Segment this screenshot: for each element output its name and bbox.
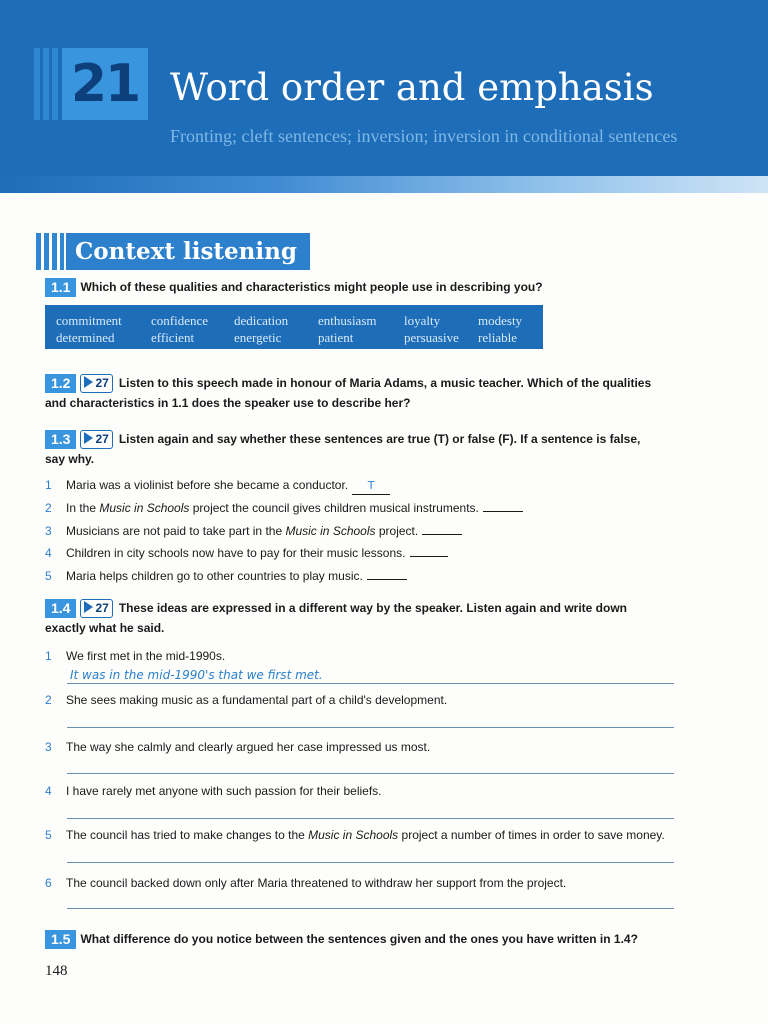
item-text: In the xyxy=(66,501,100,515)
exercise-number-badge: 1.4 xyxy=(45,599,76,618)
exercise-1-5-instruction xyxy=(45,929,685,949)
banner-gradient-stripe xyxy=(0,176,768,193)
exercise-1-4-text-line2: exactly what he said. xyxy=(45,621,165,636)
exercise-1-2-text-line1: Listen to this speech made in honour of Maria Adams, a music teacher. Which of the qualities xyxy=(118,376,652,390)
section-heading: Context listening xyxy=(66,233,310,270)
answer-blank[interactable] xyxy=(483,511,523,512)
list-item xyxy=(45,875,695,891)
play-icon xyxy=(84,432,93,444)
item-text: Maria helps children go to other countries to play music. xyxy=(66,569,363,583)
answer-line[interactable] xyxy=(67,862,674,863)
item-text: The way she calmly and clearly argued her case impressed us most. xyxy=(66,740,431,754)
list-item xyxy=(45,827,695,843)
audio-track-icon[interactable] xyxy=(80,430,112,449)
item-text: Children in city schools now have to pay for their music lessons. xyxy=(66,546,406,560)
word-item: dedication xyxy=(234,313,289,328)
item-text-emphasis: Music in Schools xyxy=(99,501,190,515)
exercise-number-badge: 1.2 xyxy=(45,374,76,393)
item-number: 4 xyxy=(45,546,52,560)
exercise-1-4-text-line1: These ideas are expressed in a different way by the speaker. Listen again and write down xyxy=(118,601,628,615)
unit-subtitle: Fronting; cleft sentences; inversion; inversion in conditional sentences xyxy=(170,126,678,146)
exercise-1-2-instruction xyxy=(45,373,685,413)
answer-line[interactable] xyxy=(67,908,674,909)
item-text: Maria was a violinist before she became a conductor. xyxy=(66,478,349,492)
play-icon xyxy=(84,601,93,613)
item-text: Musicians are not paid to take part in the xyxy=(66,524,286,538)
item-number: 1 xyxy=(45,478,52,492)
item-number: 5 xyxy=(45,828,52,842)
item-number: 2 xyxy=(45,693,52,707)
item-number: 5 xyxy=(45,569,52,583)
item-number: 3 xyxy=(45,524,52,538)
list-item xyxy=(45,692,695,708)
word-item: energetic xyxy=(234,330,282,345)
word-item: efficient xyxy=(151,330,195,345)
item-text: project. xyxy=(375,524,419,538)
list-item xyxy=(45,783,695,799)
list-item xyxy=(45,523,695,539)
exercise-number-badge: 1.3 xyxy=(45,430,76,449)
word-item: enthusiasm xyxy=(318,313,377,328)
answer-line[interactable] xyxy=(67,683,674,684)
unit-number: 21 xyxy=(62,48,148,120)
qualities-word-box xyxy=(45,305,543,349)
list-item xyxy=(45,500,695,516)
word-item: reliable xyxy=(478,330,517,345)
play-icon xyxy=(84,376,93,388)
answer-blank[interactable]: T xyxy=(352,478,390,495)
word-item: determined xyxy=(56,330,115,345)
exercise-1-1-instruction xyxy=(45,277,685,297)
audio-track-icon[interactable] xyxy=(80,599,112,618)
exercise-number-badge: 1.5 xyxy=(45,930,76,949)
list-item xyxy=(45,739,695,755)
exercise-1-2-text-line2: and characteristics in 1.1 does the speaker use to describe her? xyxy=(45,396,411,411)
answer-line[interactable] xyxy=(67,818,674,819)
unit-banner xyxy=(0,0,768,193)
item-text: She sees making music as a fundamental part of a child's development. xyxy=(66,693,448,707)
word-item: loyalty xyxy=(404,313,441,328)
answer-blank[interactable] xyxy=(410,556,448,557)
word-item: commitment xyxy=(56,313,122,328)
item-number: 4 xyxy=(45,784,52,798)
word-item: confidence xyxy=(151,313,209,328)
item-number: 2 xyxy=(45,501,52,515)
list-item xyxy=(45,477,695,495)
audio-track-number: 27 xyxy=(95,432,109,447)
item-text-emphasis: Music in Schools xyxy=(308,828,399,842)
word-item: modesty xyxy=(478,313,523,328)
answer-line[interactable] xyxy=(67,773,674,774)
item-text: project the council gives children musical instruments. xyxy=(189,501,479,515)
answer-blank[interactable] xyxy=(422,534,462,535)
word-item: persuasive xyxy=(404,330,459,345)
exercise-1-5-text: What difference do you notice between the sentences given and the ones you have written in 1.4? xyxy=(80,932,638,946)
exercise-1-3-text-line2: say why. xyxy=(45,452,95,467)
list-item xyxy=(45,648,695,664)
item-number: 1 xyxy=(45,649,52,663)
page-number: 148 xyxy=(45,963,68,979)
exercise-1-1-text: Which of these qualities and characteristics might people use in describing you? xyxy=(80,280,543,294)
audio-track-number: 27 xyxy=(95,601,109,616)
word-item: patient xyxy=(318,330,354,345)
answer-blank[interactable] xyxy=(367,579,407,580)
exercise-1-3-instruction xyxy=(45,429,685,469)
list-item xyxy=(45,568,695,584)
audio-track-icon[interactable] xyxy=(80,374,112,393)
example-answer: It was in the mid-1990's that we first met. xyxy=(70,668,323,682)
list-item xyxy=(45,545,695,561)
item-text: The council has tried to make changes to the xyxy=(66,828,309,842)
item-text-emphasis: Music in Schools xyxy=(285,524,376,538)
exercise-1-4-instruction xyxy=(45,598,685,638)
unit-title: Word order and emphasis xyxy=(170,66,654,109)
item-number: 3 xyxy=(45,740,52,754)
exercise-1-3-text-line1: Listen again and say whether these sentences are true (T) or false (F). If a sentence is false, xyxy=(118,432,641,446)
item-text: The council backed down only after Maria threatened to withdraw her support from the project. xyxy=(66,876,567,890)
item-text: I have rarely met anyone with such passion for their beliefs. xyxy=(66,784,382,798)
item-text: project a number of times in order to save money. xyxy=(398,828,665,842)
item-text: We first met in the mid-1990s. xyxy=(66,649,226,663)
answer-line[interactable] xyxy=(67,727,674,728)
audio-track-number: 27 xyxy=(95,376,109,391)
exercise-number-badge: 1.1 xyxy=(45,278,76,297)
item-number: 6 xyxy=(45,876,52,890)
